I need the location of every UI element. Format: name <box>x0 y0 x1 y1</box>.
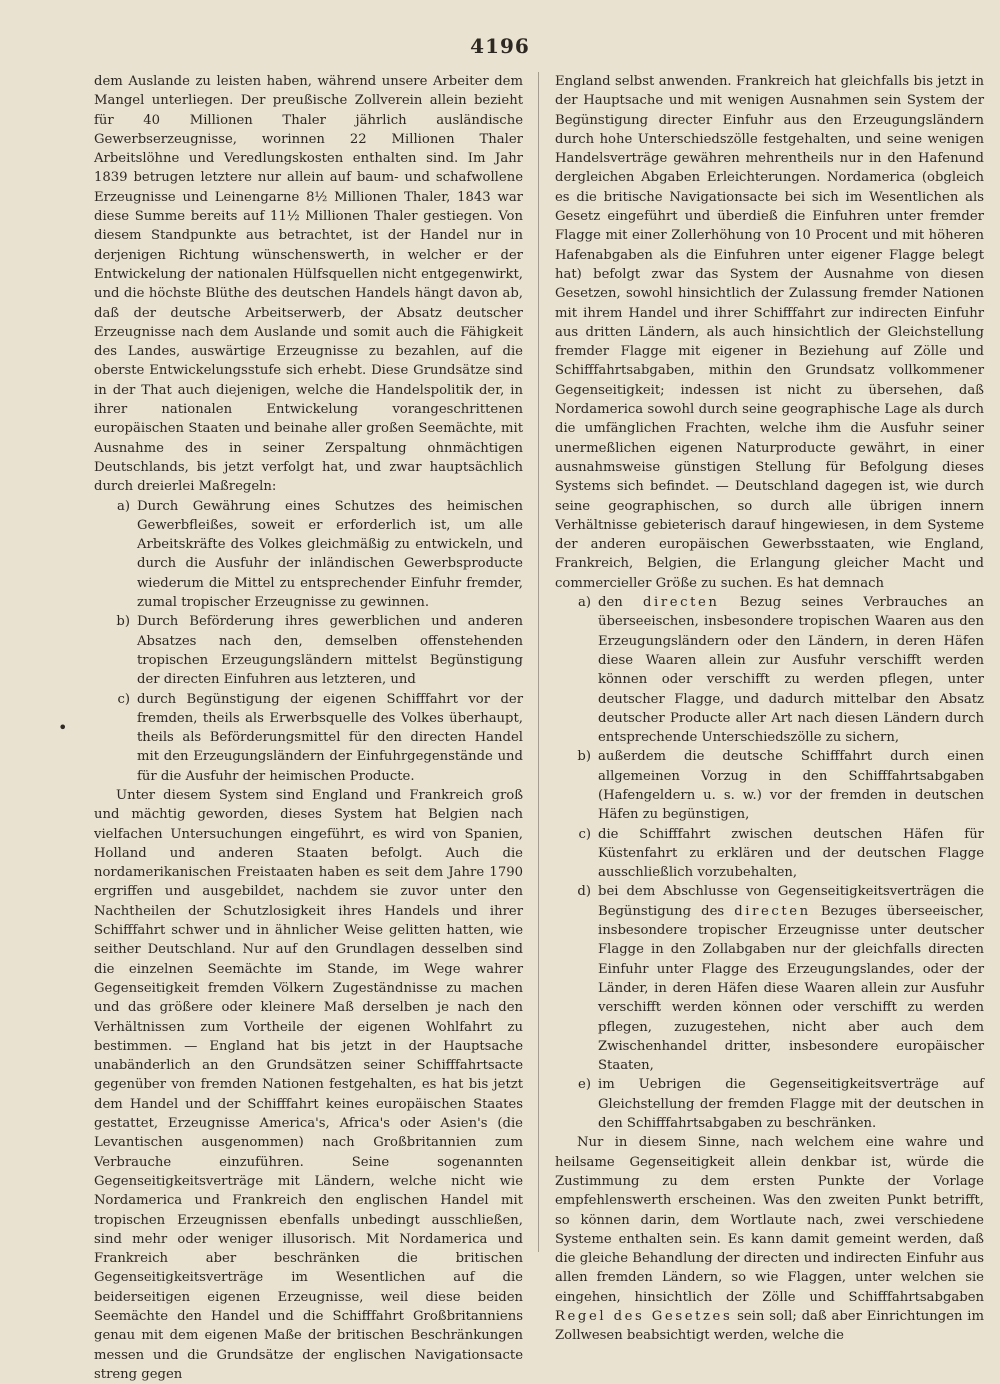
list-item-c <box>555 825 984 883</box>
margin-mark: • <box>58 718 68 737</box>
list-item-b <box>94 612 523 689</box>
list-marker: c) <box>578 826 591 842</box>
left-paragraph-1: dem Auslande zu leisten haben, während unsere Arbeiter dem Mangel unterliegen. Der preußische Zollverein allein bezieht für 40 Millionen Thaler jährlich ausländische Gewerbserzeugnisse, worinnen 22 Millionen Thaler Arbeitslöhne und Veredlungskosten enthalten sind. Im Jahr 1839 betrugen letztere nur allein auf baum- und schafwollene Erzeugnisse und Leinengarne 8½ Millionen Thaler, 1843 war diese Summe bereits auf 11½ Millionen Thaler gestiegen. Von diesem Standpunkte aus betrachtet, ist der Handel nur in derjenigen Richtung wünschenswerth, in welcher er der Entwickelung der nationalen Hülfsquellen nicht entgegenwirkt, und die höchste Blüthe des deutschen Handels hängt davon ab, daß der deutsche Arbeitserwerb, der Absatz deutscher Erzeugnisse nach dem Auslande und somit auch die Fähigkeit des Landes, auswärtige Erzeugnisse zu bezahlen, auf die oberste Entwickelungsstufe sich erhebt. Diese Grundsätze sind in der That auch diejenigen, welche die Handelspolitik der, in ihrer nationalen Entwickelung vorangeschrittenen europäischen Staaten und beinahe aller großen Seemächte, mit Ausnahme des in seiner Zerspaltung ohnmächtigen Deutschlands, bis jetzt verfolgt hat, und zwar hauptsächlich durch dreierlei Maßregeln: <box>94 74 523 495</box>
list-marker: c) <box>117 691 130 707</box>
list-item-text: im Uebrigen die Gegenseitigkeitsverträge auf Gleichstellung der fremden Flagge mit der deutschen in den Schifffahrtsabgaben zu beschränken. <box>598 1077 984 1132</box>
list-marker: d) <box>577 884 591 900</box>
list-item-text: den directen Bezug seines Verbrauches an überseeischen, insbesondere tropischen Waaren aus den Erzeugungsländern oder den Ländern, in deren Häfen diese Waaren allein zur Ausfuhr verschifft werden können oder verschifft zu werden pflegen, unter deutscher Flagge, und dadurch mittelbar den Absatz deutscher Producte aller Art nach diesen Ländern durch entsprechende Unterschiedszölle zu sichern, <box>598 595 984 746</box>
list-item-text: außerdem die deutsche Schifffahrt durch einen allgemeinen Vorzug in den Schifffahrtsabgaben (Hafengeldern u. s. w.) vor der fremden in deutschen Häfen zu begünstigen, <box>598 749 984 823</box>
list-item-text: durch Begünstigung der eigenen Schifffahrt vor der fremden, theils als Erwerbsquelle des Volkes überhaupt, theils als Beförderungsmittel für den directen Handel mit den Erzeugungsländern der Einfuhrgegenstände und für die Ausfuhr der heimischen Producte. <box>137 691 523 784</box>
list-item-a <box>94 497 523 613</box>
right-column <box>555 72 984 1344</box>
list-item-text: die Schifffahrt zwischen deutschen Häfen für Küstenfahrt zu erklären und der deutschen Flagge ausschließlich vorzubehalten, <box>598 826 984 881</box>
list-marker: e) <box>578 1077 591 1093</box>
list-item-text: Durch Gewährung eines Schutzes des heimischen Gewerbfleißes, soweit er erforderlich ist, um alle Arbeitskräfte des Volkes gleichmäßig zu entwickeln, und durch die Ausfuhr der inländischen Gewerbsproducte wiederum die Mittel zu entsprechender Einfuhr fremder, zumal tropischer Erzeugnisse zu gewinnen. <box>137 498 523 611</box>
spaced-emphasis: directen <box>642 595 720 611</box>
spaced-emphasis: directen <box>734 903 811 919</box>
list-item-a <box>555 593 984 747</box>
list-item-c <box>94 690 523 786</box>
spaced-emphasis: Regel des Gesetzes <box>555 1309 733 1324</box>
list-marker: b) <box>577 749 591 765</box>
list-item-text: Durch Beförderung ihres gewerblichen und anderen Absatzes nach den, demselben offenstehenden tropischen Erzeugungsländern mittelst Begünstigung der directen Einfuhren aus letzteren, und <box>137 614 523 688</box>
list-marker: b) <box>116 614 130 630</box>
list-marker: a) <box>116 498 130 514</box>
list-item-text: bei dem Abschlusse von Gegenseitigkeitsverträgen die Begünstigung des directen Bezuges überseeischer, insbesondere tropischer Erzeugnisse unter deutscher Flagge in den Zollabgaben nur der gleichfalls directen Einfuhr unter Flagge des Erzeugungslandes, oder der Länder, in deren Häfen diese Waaren allein zur Ausfuhr verschifft werden können oder verschifft zu werden pflegen, zuzugestehen, nicht aber auch dem Zwischenhandel dritter, insbesondere europäischer Staaten, <box>598 884 984 1074</box>
right-paragraph-2: Nur in diesem Sinne, nach welchem eine wahre und heilsame Gegenseitigkeit allein denkbar ist, würde die Zustimmung zu dem ersten Punkte der Vorlage empfehlenswerth erscheinen. Was den zweiten Punkt betrifft, so können darin, dem Wortlaute nach, zwei verschiedene Systeme enthalten sein. Es kann damit gemeint werden, daß die gleiche Behandlung der directen und indirecten Einfuhr aus allen fremden Ländern, so wie Flaggen, unter welchen sie eingehen, hinsichtlich der Zölle und Schifffahrtsabgaben Regel des Gesetzes sein soll; daß aber Einrichtungen im Zollwesen beabsichtigt werden, welche die <box>555 1135 984 1344</box>
right-paragraph-1: England selbst anwenden. Frankreich hat gleichfalls bis jetzt in der Hauptsache und mit wenigen Ausnahmen sein System der Begünstigung directer Einfuhr aus den Erzeugungsländern durch hohe Unterschiedszölle festgehalten, und seine wenigen Handelsverträge gewähren mehrentheils nur in den Hafenund dergleichen Abgaben Erleichterungen. Nordamerica (obgleich es die britische Navigationsacte bei sich im Wesentlichen als Gesetz eingeführt und überdieß die Einfuhren unter fremder Flagge mit einer Zollerhöhung von 10 Procent und mit höheren Hafenabgaben als die Einfuhren unter eigener Flagge belegt hat) befolgt zwar das System der Ausnahme von diesen Gesetzen, sowohl hinsichtlich der Zulassung fremder Nationen mit ihrem Handel und ihrer Schifffahrt zur indirecten Einfuhr aus dritten Ländern, als auch hinsichtlich der Gleichstellung fremder Flagge mit eigener in Beziehung auf Zölle und Schifffahrtsabgaben, mithin den Grundsatz vollkommener Gegenseitigkeit; indessen ist nicht zu übersehen, daß Nordamerica sowohl durch seine geographische Lage als durch die umfänglichen Frachten, welche ihm die Ausfuhr seiner unermeßlichen eigenen Naturproducte gewährt, in einer ausnahmsweise günstigen Stellung für Befolgung dieses Systems sich befindet. — Deutschland dagegen ist, wie durch seine geographischen, so durch alle übrigen innern Verhältnisse gebieterisch darauf hingewiesen, in dem Systeme der anderen europäischen Gewerbsstaaten, wie England, Frankreich, Belgien, die Erlangung gleicher Macht und commercieller Größe zu suchen. Es hat demnach <box>555 74 984 591</box>
left-column <box>94 72 523 1382</box>
page-number: 4196 <box>470 34 530 58</box>
list-item-b <box>555 747 984 824</box>
list-item-d <box>555 882 984 1075</box>
left-paragraph-2: Unter diesem System sind England und Frankreich groß und mächtig geworden, dieses System hat Belgien nach vielfachen Untersuchungen eingeführt, es wird von Spanien, Holland und anderen Staaten befolgt. Auch die nordamerikanischen Freistaaten haben es seit dem Jahre 1790 ergriffen und ausgebildet, nachdem sie zuvor unter den Nachtheilen der Schutzlosigkeit ihres Handels und ihrer Schifffahrt schwer und in ähnlicher Weise gelitten hatten, wie seither Deutschland. Nur auf den Grundlagen desselben sind die einzelnen Seemächte im Stande, im Wege wahrer Gegenseitigkeit fremden Völkern Zugeständnisse zu machen und das größere oder kleinere Maß derselben je nach den Verhältnissen zum Vortheile der eigenen Wohlfahrt zu bestimmen. — England hat bis jetzt in der Hauptsache unabänderlich an den Grundsätzen seiner Schifffahrtsacte gegenüber von fremden Nationen festgehalten, es hat bis jetzt dem Handel und der Schifffahrt keines europäischen Staates gestattet, Erzeugnisse America's, Africa's oder Asien's (die Levantischen ausgenommen) nach Großbritannien zum Verbrauche einzuführen. Seine sogenannten Gegenseitigkeitsverträge mit Ländern, welche nicht wie Nordamerica und Frankreich den englischen Handel mit tropischen Erzeugnissen ebenfalls unbedingt ausschließen, sind mehr oder weniger illusorisch. Mit Nordamerica und Frankreich aber beschränken die britischen Gegenseitigkeitsverträge im Wesentlichen auf die beiderseitigen eigenen Erzeugnisse, weil diese beiden Seemächte den Handel und die Schifffahrt Großbritanniens genau mit dem eigenen Maße der britischen Beschränkungen messen und die Grundsätze der englischen Navigationsacte streng gegen <box>94 787 523 1382</box>
column-divider <box>538 72 539 1252</box>
list-marker: a) <box>577 595 591 611</box>
list-item-e <box>555 1075 984 1133</box>
